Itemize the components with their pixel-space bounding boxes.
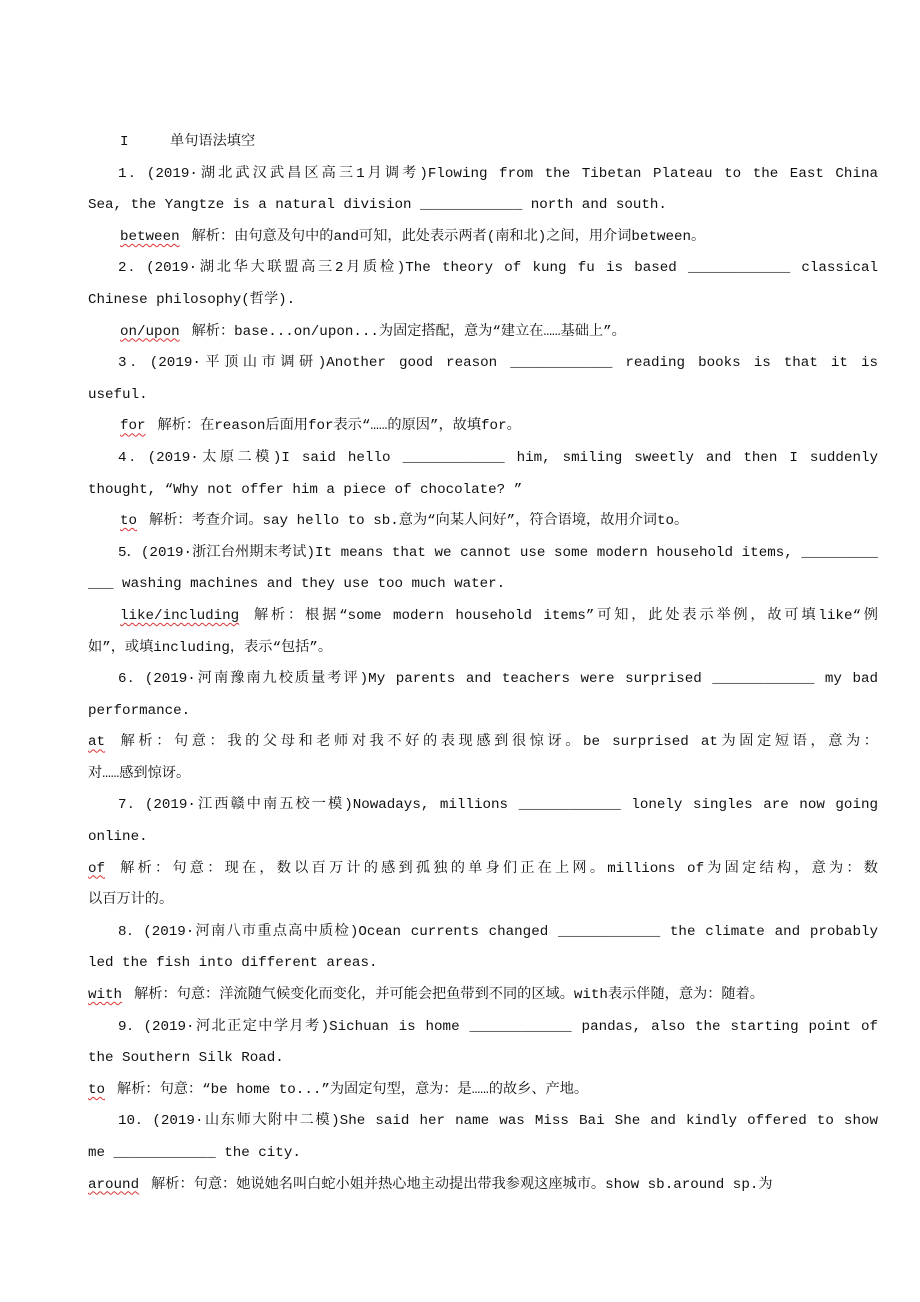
explanation-text: 解析：句意：她说她名叫白蛇小姐并热心地主动提出带我参观这座城市。show sb.around sp.为 [151, 1176, 773, 1193]
answer-line [88, 1170, 878, 1202]
question-line: 9．(2019·河北正定中学月考)Sichuan is home ____________ pandas, also the starting point of [118, 1018, 878, 1035]
document-body [88, 127, 878, 1201]
answer-line [88, 1075, 878, 1107]
explanation-text: 如”，或填including，表示“包括”。 [88, 639, 333, 656]
answer-word: on/upon [120, 323, 180, 340]
answer-word: for [120, 418, 146, 435]
answer-line [88, 854, 878, 886]
question-line: 8．(2019·河南八市重点高中质检)Ocean currents changed ____________ the climate and probably [118, 923, 878, 940]
question-list [88, 159, 878, 1202]
explanation-text: 解析：base...on/upon...为固定搭配，意为“建立在……基础上”。 [191, 323, 626, 340]
answer-line [88, 885, 878, 917]
explanation-text: 解析：根据“some modern household items”可知，此处表示举例，故可填like“例 [251, 607, 878, 624]
question-item [88, 790, 878, 916]
question-line: Chinese philosophy(哲学). [88, 291, 296, 308]
explanation-text: 解析：句意：“be home to...”为固定句型，意为：是……的故乡、产地。 [117, 1081, 589, 1098]
question-line: ___ washing machines and they use too much water. [88, 576, 506, 593]
explanation-text: 解析：在reason后面用for表示“……的原因”，故填for。 [157, 418, 521, 435]
section-numeral: I [120, 134, 129, 150]
explanation-text: 对……感到惊讶。 [88, 765, 191, 782]
question-item [88, 917, 878, 1012]
question-line: 10．(2019·山东师大附中二模)She said her name was Miss Bai She and kindly offered to show [118, 1113, 878, 1130]
explanation-text: 解析：由句意及句中的and可知，此处表示两者(南和北)之间，用介词between。 [191, 228, 706, 245]
answer-word: to [120, 513, 138, 530]
question-item [88, 159, 878, 254]
question-item [88, 664, 878, 790]
explanation-text: 解析：考查介词。say hello to sb.意为“向某人问好”，符合语境，故用介词to。 [149, 513, 689, 530]
answer-line [88, 411, 878, 443]
question-line: performance. [88, 702, 191, 719]
answer-line [88, 633, 878, 665]
explanation-text: 解析：句意：我的父母和老师对我不好的表现感到很惊讶。be surprised at为固定短语，意为： [117, 734, 878, 751]
section-title: 单句语法填空 [170, 134, 256, 150]
question-item [88, 348, 878, 443]
answer-line [88, 222, 878, 254]
answer-word: to [88, 1081, 106, 1098]
question-line: 1．(2019·湖北武汉武昌区高三1月调考)Flowing from the Tibetan Plateau to the East China [118, 165, 878, 182]
question-line: 3．(2019·平顶山市调研)Another good reason ____________ reading books is that it is [118, 355, 878, 372]
question-line: 7．(2019·江西赣中南五校一模)Nowadays, millions ____________ lonely singles are now going [118, 797, 878, 814]
question-item [88, 443, 878, 538]
answer-word: at [88, 734, 106, 751]
question-line: me ____________ the city. [88, 1145, 301, 1161]
section-heading [88, 127, 878, 159]
question-line: thought, “Why not offer him a piece of chocolate? ” [88, 481, 523, 498]
explanation-text: 解析：句意：现在，数以百万计的感到孤独的单身们正在上网。millions of为固定结构，意为：数 [117, 860, 878, 877]
question-line: 6．(2019·河南豫南九校质量考评)My parents and teachers were surprised ____________ my bad [118, 671, 878, 688]
answer-line [88, 506, 878, 538]
explanation-text: 以百万计的。 [88, 892, 174, 909]
answer-line [88, 727, 878, 759]
answer-word: with [88, 987, 123, 1004]
answer-line [88, 980, 878, 1012]
question-line: 5．(2019·浙江台州期末考试)It means that we cannot use some modern household items, _________ [118, 544, 878, 561]
answer-line [88, 759, 878, 791]
answer-word: of [88, 860, 106, 877]
question-line: online. [88, 829, 148, 846]
question-item [88, 538, 878, 664]
answer-word: around [88, 1176, 140, 1193]
question-item [88, 1012, 878, 1107]
question-line: the Southern Silk Road. [88, 1050, 284, 1067]
question-line: led the fish into different areas. [88, 955, 378, 972]
answer-word: like/including [120, 607, 240, 624]
answer-line [88, 601, 878, 633]
question-line: 2．(2019·湖北华大联盟高三2月质检)The theory of kung fu is based ____________ classical [118, 260, 878, 277]
question-line: 4．(2019·太原二模)I said hello ____________ him, smiling sweetly and then I suddenly [118, 449, 878, 466]
answer-line [88, 317, 878, 349]
explanation-text: 解析：句意：洋流随气候变化而变化，并可能会把鱼带到不同的区域。with表示伴随，意为：随着。 [134, 987, 764, 1004]
answer-word: between [120, 228, 180, 245]
question-line: Sea, the Yangtze is a natural division ____________ north and south. [88, 197, 667, 214]
question-item [88, 1106, 878, 1201]
question-item [88, 253, 878, 348]
question-line: useful. [88, 386, 148, 403]
